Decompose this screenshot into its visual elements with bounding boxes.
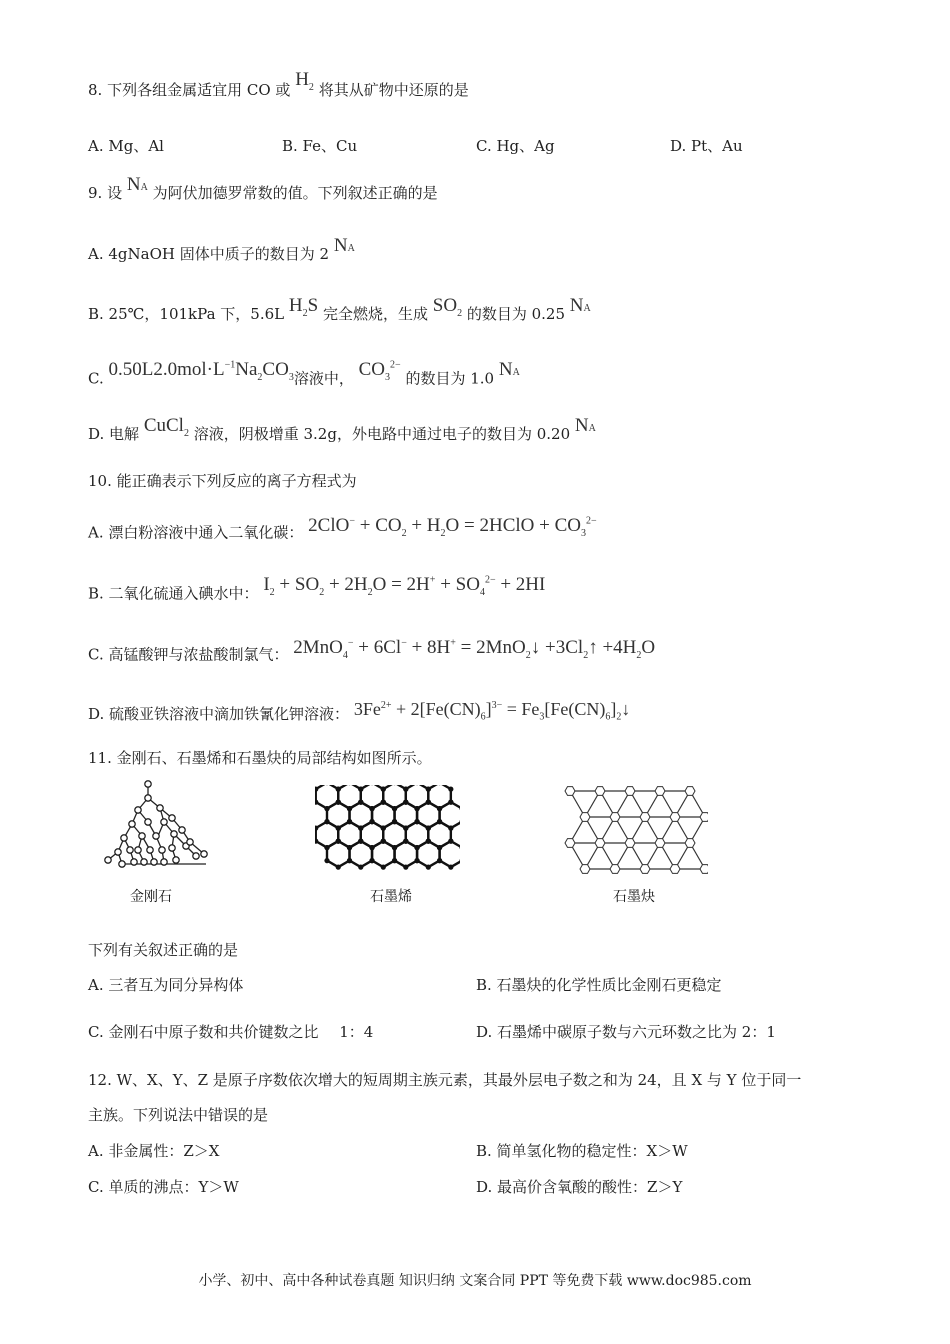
q9-option-b	[88, 295, 591, 332]
q12-stem-line1: 12. W、X、Y、Z 是原子序数依次增大的短周期主族元素，其最外层电子数之和为 24，且 X 与 Y 位于同一	[88, 1071, 802, 1089]
q9-stem-post: 为阿伏加德罗常数的值。下列叙述正确的是	[152, 184, 438, 202]
q9-stem	[88, 174, 438, 206]
graphene-structure-figure	[315, 785, 460, 870]
co3-ion-formula: $CO_3^{2-}$	[358, 359, 401, 384]
q9-stem-pre: 9. 设	[88, 184, 123, 202]
q12-option-a: A. 非金属性：Z＞X	[88, 1142, 220, 1160]
q9-option-a	[88, 235, 355, 267]
q10-option-c	[88, 637, 656, 672]
q12-option-c: C. 单质的沸点：Y＞W	[88, 1178, 239, 1196]
graphdiyne-structure-figure	[558, 783, 708, 875]
q11-sub-stem: 下列有关叙述正确的是	[88, 941, 239, 959]
q8-stem-pre: 8. 下列各组金属适宜用 CO 或	[88, 81, 291, 99]
q10-option-c-text: C. 高锰酸钾与浓盐酸制氯气：	[88, 645, 289, 664]
q9-option-d	[88, 415, 596, 452]
na-symbol: NA	[574, 415, 596, 436]
h2s-formula: $H_2S$	[288, 295, 319, 319]
q8-stem-post: 将其从矿物中还原的是	[318, 81, 469, 99]
equation-b: $I_2 + SO_2 + 2H_2O = 2H^+ + SO_4^{2-} + 2HI$	[263, 574, 546, 599]
q11-option-d: D. 石墨烯中碳原子数与六元环数之比为 2：1	[476, 1023, 776, 1041]
caption-graphene: 石墨烯	[370, 889, 412, 905]
q12-option-b: B. 简单氢化物的稳定性：X＞W	[476, 1142, 688, 1160]
h2-formula: $H_2$	[295, 69, 314, 93]
q9-option-d-mid: 溶液，阴极增重 3.2g，外电路中通过电子的数目为 0.20	[193, 425, 571, 443]
q11-option-c-text: C. 金刚石中原子数和共价键数之比	[88, 1023, 319, 1041]
q11-option-b: B. 石墨炔的化学性质比金刚石更稳定	[476, 976, 722, 994]
caption-diamond: 金刚石	[130, 889, 172, 905]
q9-option-b-mid2: 的数目为 0.25	[466, 305, 566, 323]
q9-option-d-text: D. 电解	[88, 425, 140, 443]
q10-option-a	[88, 515, 597, 550]
q9-option-c-mid2: 的数目为 1.0	[405, 369, 495, 388]
q11-option-c	[88, 1022, 373, 1042]
q9-option-c-text: C.	[88, 369, 104, 388]
q11-option-c-ratio: 1：4	[339, 1023, 374, 1041]
q11-option-a: A. 三者互为同分异构体	[88, 976, 244, 994]
na-symbol: NA	[569, 295, 591, 316]
equation-d: $3Fe^{2+} + 2[Fe(CN)_6]^{3-}$ = $Fe_3[Fe(CN)_6]_2↓$	[353, 699, 631, 723]
q9-option-b-mid1: 完全燃烧，生成	[322, 305, 428, 323]
q12-option-d: D. 最高价含氧酸的酸性：Z＞Y	[476, 1178, 683, 1196]
q8-option-d: D. Pt、Au	[670, 137, 743, 155]
q8-option-c: C. Hg、Ag	[476, 137, 555, 155]
q11-stem: 11. 金刚石、石墨烯和石墨炔的局部结构如图所示。	[88, 749, 432, 767]
na-symbol: NA	[498, 359, 520, 381]
q10-option-b	[88, 574, 546, 611]
q10-option-d-text: D. 硫酸亚铁溶液中滴加铁氰化钾溶液：	[88, 705, 350, 723]
page-footer: 小学、初中、高中各种试卷真题 知识归纳 文案合同 PPT 等免费下载 www.doc985.com	[198, 1273, 752, 1289]
na-symbol: NA	[126, 174, 148, 195]
diamond-structure-figure	[100, 780, 215, 878]
q12-stem-line2: 主族。下列说法中错误的是	[88, 1106, 269, 1124]
q8-stem	[88, 69, 469, 108]
q8-option-a: A. Mg、Al	[88, 137, 164, 155]
q8-option-b: B. Fe、Cu	[282, 137, 358, 155]
caption-graphdiyne: 石墨炔	[613, 889, 655, 905]
so2-formula: $SO_2$	[432, 295, 463, 319]
q9-option-c-mid1: 溶液中，	[293, 369, 354, 388]
q10-option-a-text: A. 漂白粉溶液中通入二氧化碳：	[88, 523, 304, 542]
na2co3-solution-formula: $0.50L2.0mol\cdot L^{-1}Na_2CO_3$	[108, 359, 294, 384]
na-symbol: NA	[333, 235, 355, 256]
q9-option-c	[88, 359, 520, 396]
q10-stem: 10. 能正确表示下列反应的离子方程式为	[88, 472, 357, 490]
q10-option-b-text: B. 二氧化硫通入碘水中：	[88, 584, 259, 603]
q10-option-d	[88, 700, 630, 732]
q9-option-b-text: B. 25℃，101kPa 下，5.6L	[88, 305, 285, 323]
equation-c: 2MnO$_4$− + 6Cl− + 8H+ = 2MnO$_2$↓ $+3Cl_2↑ +4H_2O$	[293, 637, 656, 662]
q9-option-a-text: A. 4gNaOH 固体中质子的数目为 2	[88, 245, 330, 263]
equation-a: $2ClO^- + CO_2 + H_2O$ = 2HClO + $CO_3^{2-}$	[308, 515, 597, 540]
cucl2-formula: CuCl$_2$	[143, 415, 189, 439]
